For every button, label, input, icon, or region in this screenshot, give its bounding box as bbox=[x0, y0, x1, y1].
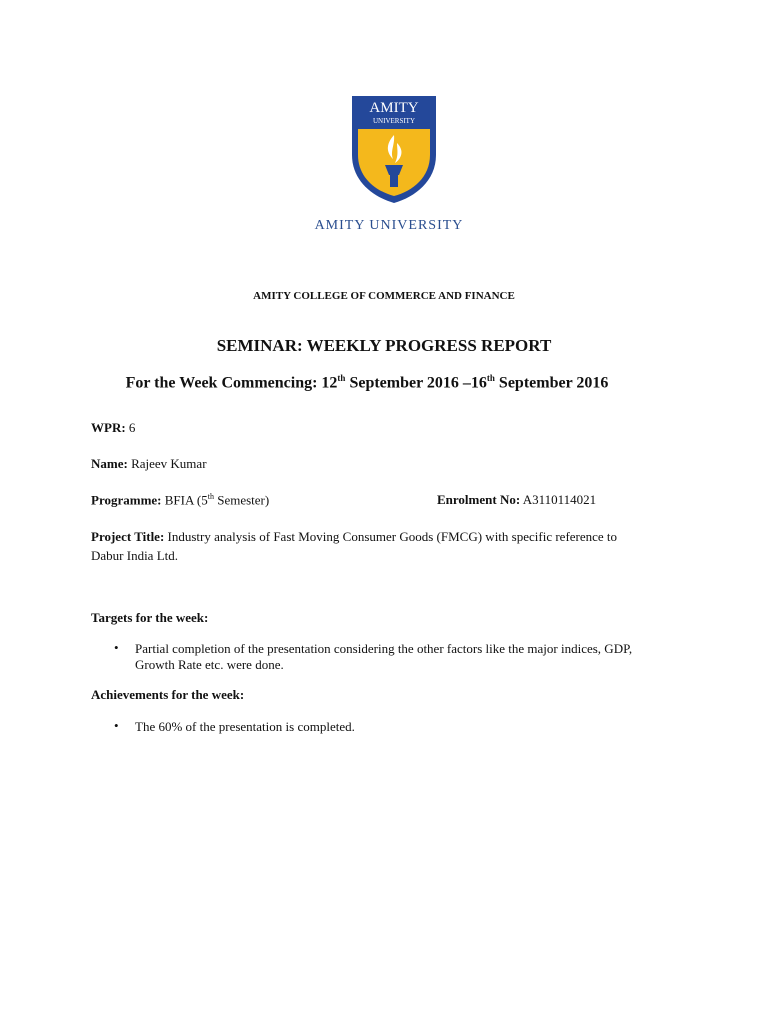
week-commencing: For the Week Commencing: 12th September 2016 –16th September 2016 bbox=[125, 373, 609, 392]
amity-logo bbox=[349, 93, 439, 205]
bullet-icon: • bbox=[114, 718, 119, 733]
university-name: AMITY UNIVERSITY bbox=[314, 218, 464, 233]
enrolment-field: Enrolment No: A3110114021 bbox=[437, 492, 597, 507]
targets-heading: Targets for the week: bbox=[91, 610, 209, 625]
project-title-field: Project Title: Industry analysis of Fast Moving Consumer Goods (FMCG) with specific reference to Dabur India Ltd. bbox=[91, 529, 618, 563]
report-title: SEMINAR: WEEKLY PROGRESS REPORT bbox=[216, 336, 552, 355]
wpr-field: WPR: 6 bbox=[91, 420, 136, 435]
svg-text:AMITY: AMITY bbox=[369, 100, 419, 116]
bullet-icon: • bbox=[114, 640, 119, 655]
achievement-item: The 60% of the presentation is completed. bbox=[135, 719, 355, 734]
target-item: Partial completion of the presentation considering the other factors like the major indices, GDP, Growth Rate etc. were done. bbox=[135, 641, 633, 672]
achievements-heading: Achievements for the week: bbox=[91, 687, 245, 702]
programme-field: Programme: BFIA (5th Semester) bbox=[91, 492, 270, 508]
name-field: Name: Rajeev Kumar bbox=[91, 456, 207, 471]
svg-text:UNIVERSITY: UNIVERSITY bbox=[373, 117, 415, 125]
college-name: AMITY COLLEGE OF COMMERCE AND FINANCE bbox=[253, 290, 515, 302]
